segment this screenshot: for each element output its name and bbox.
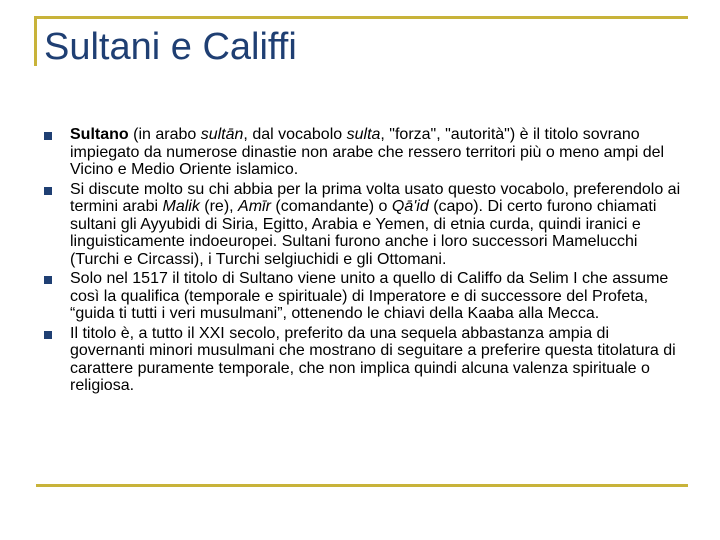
- square-bullet-icon: [44, 132, 52, 140]
- bold-term: Sultano: [70, 126, 129, 143]
- text-run: (re),: [199, 198, 239, 215]
- italic-term: sultān: [200, 126, 244, 143]
- text-run: (comandante) o: [270, 198, 392, 215]
- bullet-item-4: [44, 325, 684, 395]
- slide-title: Sultani e Califfi: [44, 26, 297, 68]
- text-run: Il titolo è, a tutto il XXI secolo, preferito da una sequela abbastanza ampia di governanti minori musulmani che mostrano di seguitare a preferire questa titolatura di carattere puramente temporale, che non implica quindi alcuna valenza spirituale o religiosa.: [70, 324, 676, 394]
- bullet-item-1: [44, 126, 684, 179]
- square-bullet-icon: [44, 276, 52, 284]
- title-accent-top-rule: [34, 16, 688, 19]
- text-run: [70, 181, 680, 268]
- bullet-item-2: [44, 181, 684, 269]
- square-bullet-icon: [44, 187, 52, 195]
- text-run: (in arabo: [128, 126, 201, 143]
- title-accent-vertical-rule: [34, 16, 37, 66]
- italic-term: Qā'id: [391, 198, 429, 215]
- bullet-list: [44, 126, 684, 397]
- italic-term: Malik: [162, 198, 200, 215]
- italic-term: Amīr: [238, 198, 271, 215]
- text-run: [70, 126, 664, 178]
- text-run: Si discute molto su chi abbia per la prima volta usato questo vocabolo, preferendolo ai termini arabi: [70, 180, 681, 215]
- text-run: , "forza", "autorità") è il titolo sovrano impiegato da numerose dinastie non arabe che ressero territori più o meno ampi del Vicino e Medio Oriente islamico.: [70, 126, 665, 178]
- footer-accent-rule: [36, 484, 688, 487]
- italic-term: sulta: [346, 126, 381, 143]
- text-run: Solo nel 1517 il titolo di Sultano viene unito a quello di Califfo da Selim I che assume così la qualifica (temporale e spirituale) di Imperatore e di successore del Profeta, “guida ti tutti i veri musulmani”, ottenendo le chiavi della Kaaba alla Mecca.: [70, 270, 669, 322]
- text-run: , dal vocabolo: [243, 126, 347, 143]
- bullet-item-3: [44, 270, 684, 323]
- text-run: (capo). Di certo furono chiamati sultani gli Ayyubidi di Siria, Egitto, Arabia e Yemen, di etnia curda, quindi iranici e linguisticamente indoeuropei. Sultani furono anche i loro successori Mamelucchi (Turchi e Circassi), i Turchi selgiuchidi e gli Ottomani.: [70, 198, 657, 268]
- square-bullet-icon: [44, 331, 52, 339]
